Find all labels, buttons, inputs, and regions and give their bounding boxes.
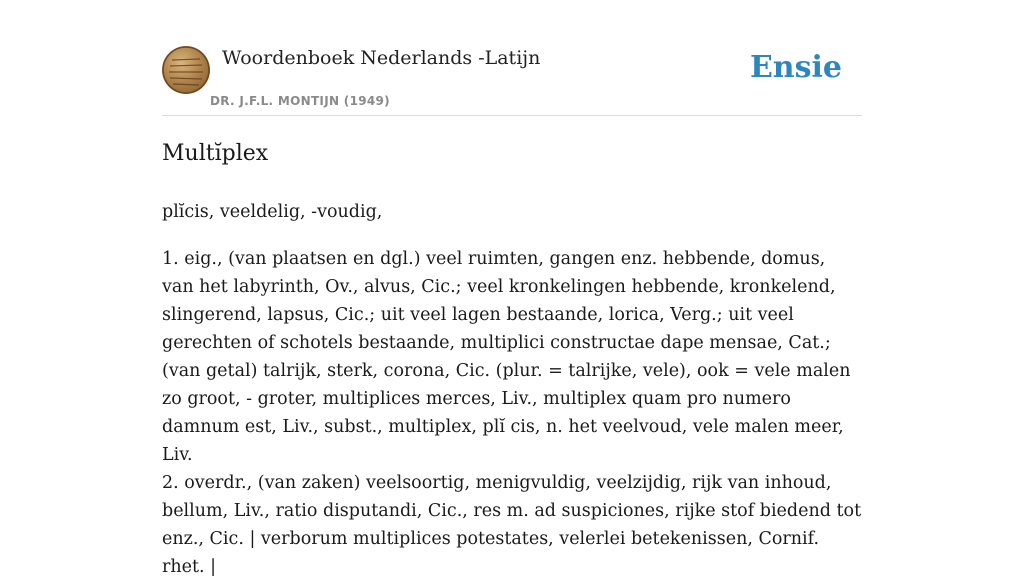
sense-2: 2. overdr., (van zaken) veelsoortig, menigvuldig, veelzijdig, rijk van inhoud, bellum, Liv., ratio disputandi, Cic., res m. ad suspiciones, rijke stof biedend tot enz., Cic. | verborum multiplices potestates, velerlei betekenissen, Cornif. rhet. | (162, 473, 862, 577)
sense-1: 1. eig., (van plaatsen en dgl.) veel ruimten, gangen enz. hebbende, domus, van het labyrinth, Ov., alvus, Cic.; veel kronkelingen hebbende, kronkelend, slingerend, lapsus, Cic.; uit veel lagen bestaande, lorica, Verg.; uit veel gerechten of schotels bestaande, multiplici constructae dape mensae, Cat.; (van getal) talrijk, sterk, corona, Cic. (plur. = talrijke, vele), ook = vele malen zo groot, - groter, multiplices merces, Liv., multiplex quam pro numero damnum est, Liv., subst., multiplex, plĭ cis, n. het veelvoud, vele malen meer, Liv. (162, 249, 851, 465)
entry-content (162, 138, 862, 581)
headword: Multĭplex (162, 141, 269, 166)
author-line: DR. J.F.L. MONTIJN (1949) (210, 94, 390, 108)
bronze-coin-icon[interactable] (162, 46, 210, 94)
book-title[interactable]: Woordenboek Nederlands -Latijn (222, 47, 541, 69)
lemma-forms: plĭcis, veeldelig, -voudig, (162, 202, 383, 222)
brand-logo[interactable]: Ensie (749, 50, 842, 85)
header (162, 46, 862, 116)
